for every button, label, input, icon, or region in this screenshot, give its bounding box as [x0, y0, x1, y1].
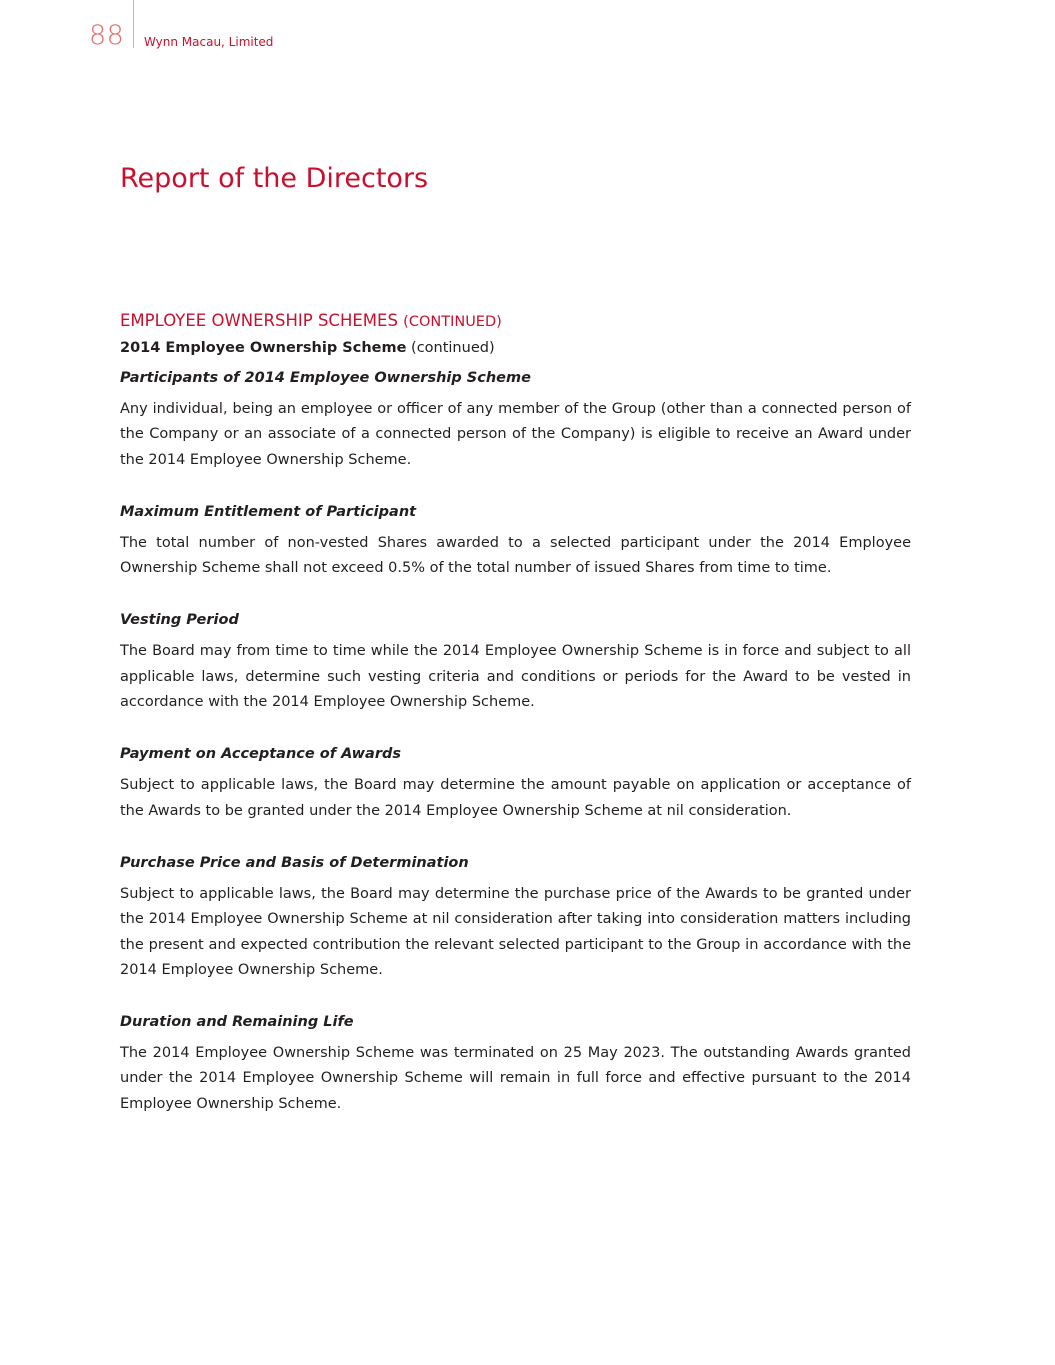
item-heading-duration: Duration and Remaining Life — [120, 1014, 354, 1031]
item-text-duration: The 2014 Employee Ownership Scheme was terminated on 25 May 2023. The outstanding Awards granted under the 2014 Employee Ownership Scheme will remain in full force and effective pursuant to the 2014 Employee Ownership Scheme. — [120, 1045, 911, 1112]
item-text-vesting-period: The Board may from time to time while the 2014 Employee Ownership Scheme is in force and subject to all applicable laws, determine such vesting criteria and conditions or periods for the Award to be vested in accordance with the 2014 Employee Ownership Scheme. — [120, 643, 911, 711]
section-heading-suffix: (CONTINUED) — [403, 314, 502, 330]
page-title: Report of the Directors — [120, 163, 429, 194]
section-heading — [120, 309, 911, 337]
scheme-title — [120, 337, 911, 367]
item-heading-purchase-price: Purchase Price and Basis of Determination — [120, 854, 469, 871]
page-number: 88 — [89, 20, 125, 51]
item-text-purchase-price: Subject to applicable laws, the Board may determine the purchase price of the Awards to be granted under the 2014 Employee Ownership Scheme at nil consideration after taking into consideration matters including the present and expected contribution the relevant selected participant to the Group in accordance with the 2014 Employee Ownership Scheme. — [120, 885, 911, 978]
item-heading-participants: Participants of 2014 Employee Ownership Scheme — [120, 370, 531, 386]
header-divider — [133, 0, 134, 48]
scheme-title-text: 2014 Employee Ownership Scheme — [120, 340, 407, 356]
item-text-participants: Any individual, being an employee or officer of any member of the Group (other than a connected person of the Company or an associate of a connected person of the Company) is eligible to receive an Award under the 2014 Employee Ownership Scheme. — [120, 401, 911, 468]
document-body — [120, 309, 911, 1117]
item-heading-vesting-period: Vesting Period — [120, 612, 239, 629]
item-heading-payment-on-acceptance: Payment on Acceptance of Awards — [120, 746, 401, 763]
item-text-payment-on-acceptance: Subject to applicable laws, the Board may determine the amount payable on application or acceptance of the Awards to be granted under the 2014 Employee Ownership Scheme at nil consideration. — [120, 777, 911, 819]
company-name: Wynn Macau, Limited — [144, 35, 274, 49]
scheme-title-suffix: (continued) — [411, 340, 495, 356]
item-heading-maximum-entitlement: Maximum Entitlement of Participant — [120, 503, 417, 520]
item-text-maximum-entitlement: The total number of non-vested Shares awarded to a selected participant under the 2014 Employee Ownership Scheme shall not exceed 0.5% of the total number of issued Shares from time to time. — [120, 534, 911, 577]
section-heading-text: EMPLOYEE OWNERSHIP SCHEMES — [120, 311, 398, 330]
